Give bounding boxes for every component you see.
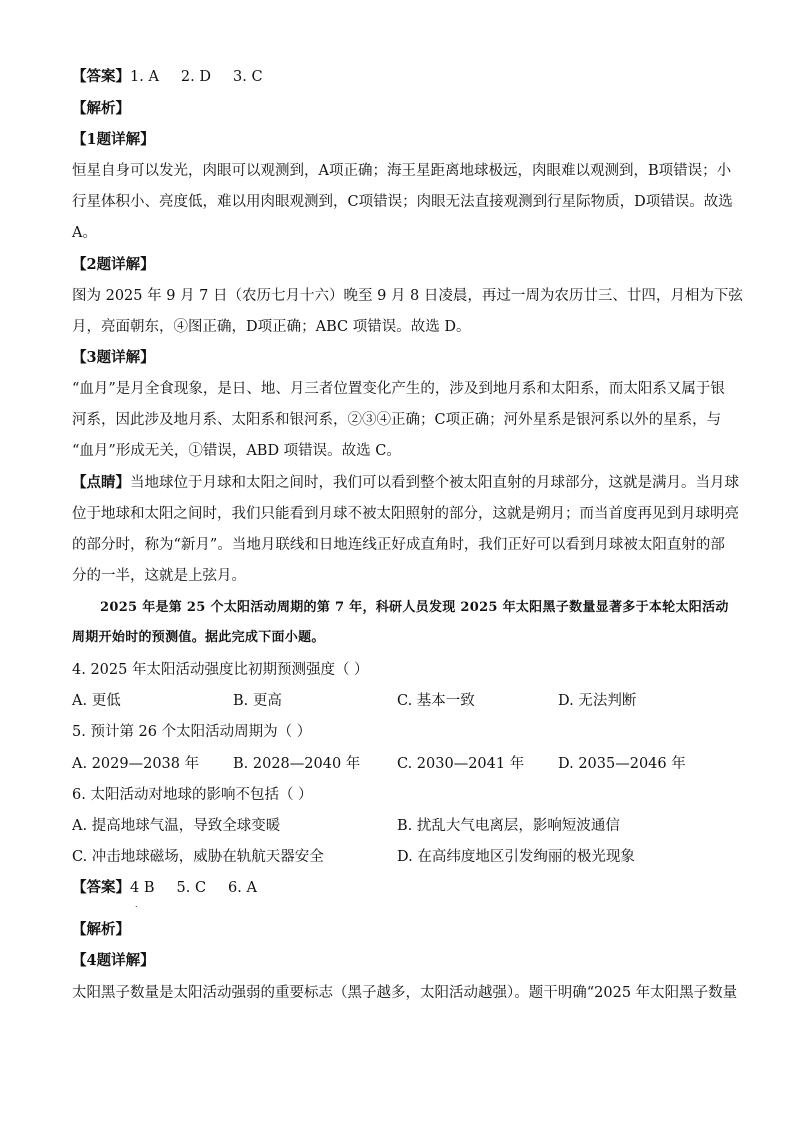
answer-6: 6. A: [228, 880, 257, 896]
question-4: 4. 2025 年太阳活动强度比初期预测强度（ ）: [72, 662, 369, 678]
q4-option-d: D. 无法判断: [558, 693, 637, 709]
tip-line: 的部分时，称为“新月”。当地月联线和日地连线正好成直角时，我们正好可以看到月球被太阳直射的部: [72, 537, 725, 553]
q3-title: 【3题详解】: [72, 349, 155, 366]
answer-3: 3. C: [233, 69, 263, 85]
q4-line: 太阳黑子数量是太阳活动强弱的重要标志（黑子越多，太阳活动越强）。题干明确“2025 年太阳黑子数量: [72, 985, 738, 1001]
q5-option-d: D. 2035—2046 年: [558, 756, 686, 772]
q6-option-c: C. 冲击地球磁场，威胁在轨航天器安全: [72, 849, 324, 865]
analysis-tag: 【解析】: [72, 921, 130, 938]
q3-line: “血月”是月全食现象，是日、地、月三者位置变化产生的，涉及到地月系和太阳系，而太阳系又属于银: [72, 381, 725, 397]
q6-option-b: B. 扰乱大气电离层，影响短波通信: [397, 818, 620, 834]
q2-line: 月，亮面朝东，④图正确，D项正确；ABC 项错误。故选 D。: [72, 319, 471, 335]
q6-option-d: D. 在高纬度地区引发绚丽的极光现象: [397, 849, 635, 865]
q5-option-b: B. 2028—2040 年: [233, 756, 361, 772]
tip-tag: 【点睛】: [72, 474, 130, 491]
q1-line: 行星体积小、亮度低，难以用肉眼观测到，C项错误；肉眼无法直接观测到行星际物质，D项错误。故选: [72, 194, 733, 210]
answer-line-2: [72, 878, 722, 898]
answer-5: 5. C: [176, 880, 207, 896]
answer-tag: 【答案】: [72, 879, 130, 896]
q4-title: 【4题详解】: [72, 952, 155, 969]
q6-option-a: A. 提高地球气温，导致全球变暖: [72, 818, 281, 834]
answer-tag: 【答案】: [72, 68, 130, 85]
tip-line-1: [72, 473, 739, 493]
q4-option-b: B. 更高: [233, 693, 282, 709]
q3-line: “血月”形成无关，①错误，ABD 项错误。故选 C。: [72, 443, 401, 459]
answer-4: 4 B: [130, 880, 155, 896]
question-stem-line: 2025 年是第 25 个太阳活动周期的第 7 年，科研人员发现 2025 年太阳黑子数量显著多于本轮太阳活动: [100, 600, 729, 615]
answer-2: 2. D: [180, 69, 211, 85]
q2-line: 图为 2025 年 9 月 7 日（农历七月十六）晚至 9 月 8 日凌晨，再过一周为农历廿三、廿四，月相为下弦: [72, 288, 743, 304]
answer-1: 1. A: [130, 69, 159, 85]
tip-line: 位于地球和太阳之间时，我们只能看到月球不被太阳照射的部分，这就是朔月；而当首度再见到月球明亮: [72, 506, 739, 522]
q4-option-a: A. 更低: [72, 693, 121, 709]
q5-option-c: C. 2030—2041 年: [397, 756, 525, 772]
q1-line: A。: [72, 225, 97, 241]
q2-title: 【2题详解】: [72, 256, 155, 273]
tip-text: 当地球位于月球和太阳之间时，我们可以看到整个被太阳直射的月球部分，这就是满月。当月球: [130, 475, 739, 491]
q1-line: 恒星自身可以发光，肉眼可以观测到，A项正确；海王星距离地球极远，肉眼难以观测到，B项错误；小: [72, 163, 732, 179]
q3-line: 河系，因此涉及地月系、太阳系和银河系，②③④正确；C项正确；河外星系是银河系以外的星系，与: [72, 412, 722, 428]
question-5: 5. 预计第 26 个太阳活动周期为（ ）: [72, 724, 312, 740]
q4-option-c: C. 基本一致: [397, 693, 475, 709]
analysis-tag: 【解析】: [72, 100, 130, 117]
tip-line: 分的一半，这就是上弦月。: [72, 568, 246, 584]
question-stem-line: 周期开始时的预测值。据此完成下面小题。: [72, 630, 325, 645]
q1-title: 【1题详解】: [72, 131, 155, 148]
q5-option-a: A. 2029—2038 年: [72, 756, 200, 772]
answer-line-1: [72, 67, 722, 87]
question-6: 6. 太阳活动对地球的影响不包括（ ）: [72, 787, 313, 803]
decimal-dot: .: [135, 900, 138, 909]
